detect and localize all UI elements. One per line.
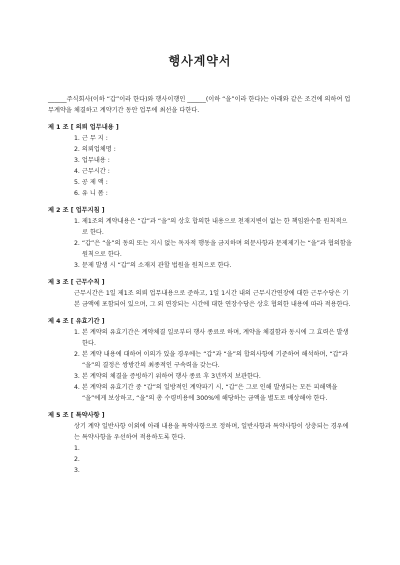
list-item: 4. 근무시간 :	[74, 168, 110, 175]
section-list	[48, 133, 352, 199]
section-paragraph: 상기 계약 일반사항 이외에 아래 내용을 특약사항으로 정하며, 일반사항과 특약사항이 상충되는 경우에는 특약사항을 우선하여 적용하도록 한다.	[74, 423, 349, 441]
list-item: 1. 제1조의 계약내용은 “갑”과 “을”의 상호 합의한 내용으로 천재지변이 없는 한 책임완수를 원칙적으로 한다.	[74, 218, 348, 236]
list-item: 6. 유 니 폼 :	[74, 190, 108, 197]
section-heading: 제 4 조 [ 유효기간 ]	[48, 318, 105, 325]
list-item: 1. 근 무 지 :	[74, 135, 108, 142]
list-item: 2. 본 계약 내용에 대하여 이의가 있을 경우에는 “갑”과 “을”의 합의사항에 기준하여 해석하며, “갑”과 “을”의 결정은 쌍방간의 최종적인 구속력을 갖는다.	[74, 351, 348, 369]
section-heading: 제 1 조 [ 의뢰 업무내용 ]	[48, 124, 119, 131]
section-list	[48, 216, 352, 271]
list-item: 2. “갑”은 “을”의 동의 또는 지시 없는 독자적 행동을 금지하며 의문사항과 문제제기는 “을”과 협의함을 원칙으로 한다.	[74, 240, 352, 258]
list-item: 3.	[74, 467, 80, 474]
section-heading: 제 2 조 [ 업무지침 ]	[48, 207, 105, 214]
list-item: 3. 문제 발생 시 “갑”의 소재지 관할 법원을 원칙으로 한다.	[74, 262, 232, 269]
intro-paragraph: ______주식회사(이하 “갑”이라 한다)와 행사이행인 ______(이하 “을”이라 한다)는 아래와 같은 조건에 의하여 업무계약을 체결하고 계약기간 동안 업무에 최선을 다한다.	[48, 96, 351, 114]
section-heading: 제 5 조 [ 특약사항 ]	[48, 412, 105, 419]
list-item: 3. 본 계약의 체결을 증빙하기 위하여 행사 종료 후 3년까지 보관한다.	[74, 373, 261, 380]
list-item: 5. 공 제 액 :	[74, 179, 108, 186]
list-item: 3. 업무내용 :	[74, 157, 110, 164]
section-list	[48, 327, 352, 404]
list-item: 1. 본 계약의 유효기간은 계약체결 일로부터 행사 종료로 하며, 계약을 체결함과 동시에 그 효력은 발생한다.	[74, 329, 349, 347]
list-item: 4. 본 계약의 유효기간 중 “갑”의 일방적인 계약파기 시, “갑”은 그로 인해 발생되는 모든 피해액을 “을”에게 보상하고, “을”의 총 수령비용에 300%에 해당하는 금액을 별도로 배상해야 한다.	[74, 384, 338, 402]
list-item: 2. 의뢰업체명 :	[74, 146, 116, 153]
section-paragraph: 근무시간은 1일 제1조 의뢰 업무내용으로 준하고, 1일 1시간 내의 근무시간연장에 대한 근무수당은 기본 금액에 포함되어 있으며, 그 외 연장되는 시간에 대한 연장수당은 상호 협의한 내용에 따라 적용한다.	[74, 290, 351, 308]
section-heading: 제 3 조 [ 근무수칙 ]	[48, 279, 105, 286]
document-title: 행사계약서	[168, 54, 232, 68]
list-item: 2.	[74, 456, 80, 463]
section-list	[48, 443, 352, 476]
list-item: 1.	[74, 445, 80, 452]
